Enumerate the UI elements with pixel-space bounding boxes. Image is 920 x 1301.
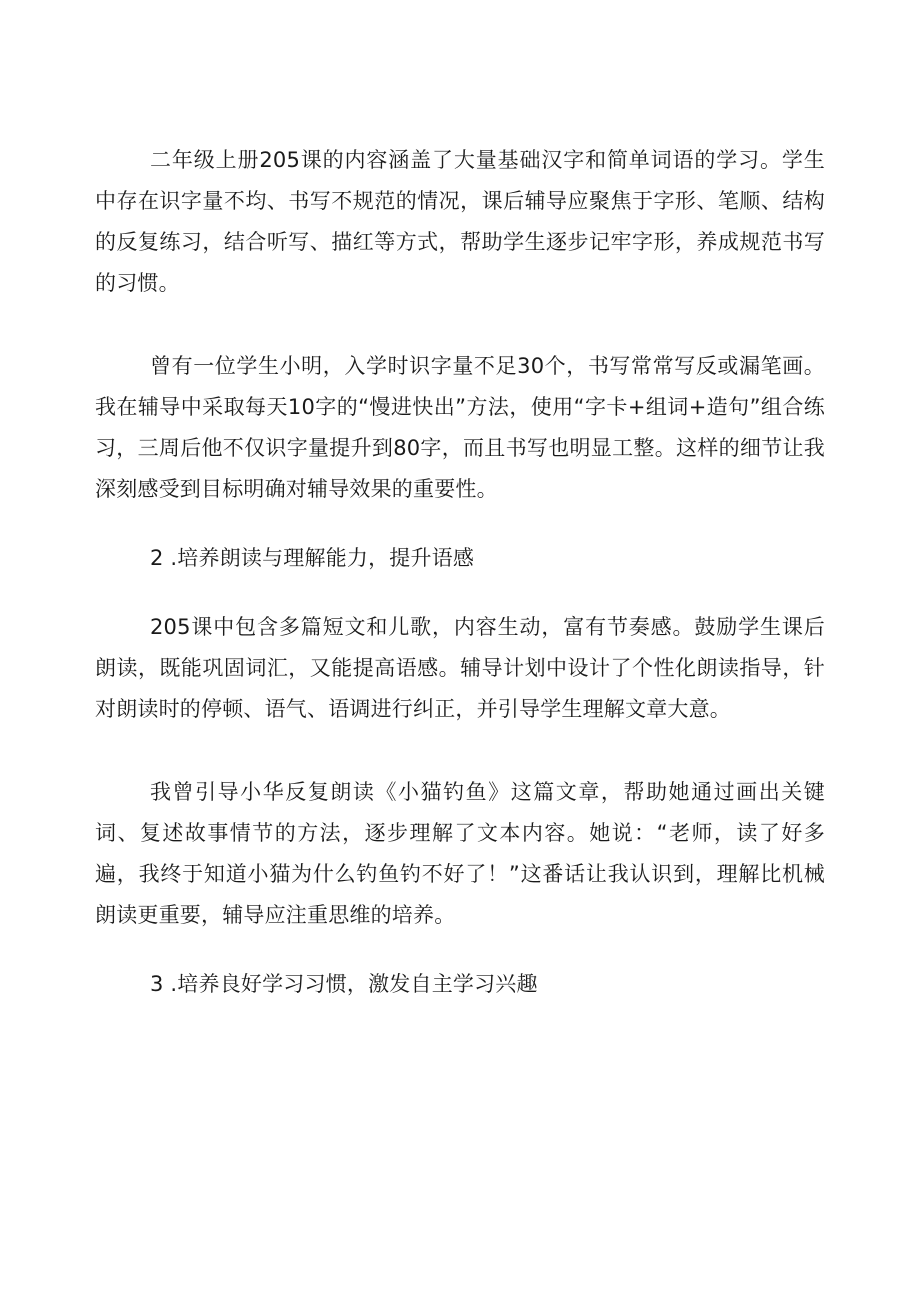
- document-body: [95, 140, 825, 1005]
- section-heading-reading: 2 .培养朗读与理解能力，提升语感: [150, 546, 475, 570]
- paragraph-literacy-focus: 二年级上册205课的内容涵盖了大量基础汉字和简单词语的学习。学生中存在识字量不均、书写不规范的情况，课后辅导应聚焦于字形、笔顺、结构的反复练习，结合听写、描红等方式，帮助学生逐步记牢字形，养成规范书写的习惯。: [95, 148, 825, 295]
- paragraph-xiaoming-case: 曾有一位学生小明，入学时识字量不足30个，书写常常写反或漏笔画。我在辅导中采取每天10字的“慢进快出”方法，使用“字卡+组词+造句”组合练习，三周后他不仅识字量提升到80字，而且书写也明显工整。这样的细节让我深刻感受到目标明确对辅导效果的重要性。: [95, 354, 825, 501]
- paragraph-reading-plan: 205课中包含多篇短文和儿歌，内容生动，富有节奏感。鼓励学生课后朗读，既能巩固词汇，又能提高语感。辅导计划中设计了个性化朗读指导，针对朗读时的停顿、语气、语调进行纠正，并引导学生理解文章大意。: [95, 615, 825, 721]
- paragraph-xiaohua-case: 我曾引导小华反复朗读《小猫钓鱼》这篇文章，帮助她通过画出关键词、复述故事情节的方法，逐步理解了文本内容。她说：“老师，读了好多遍，我终于知道小猫为什么钓鱼钓不好了！”这番话让我认识到，理解比机械朗读更重要，辅导应注重思维的培养。: [95, 780, 825, 927]
- section-heading-habits: 3 .培养良好学习习惯，激发自主学习兴趣: [150, 972, 538, 996]
